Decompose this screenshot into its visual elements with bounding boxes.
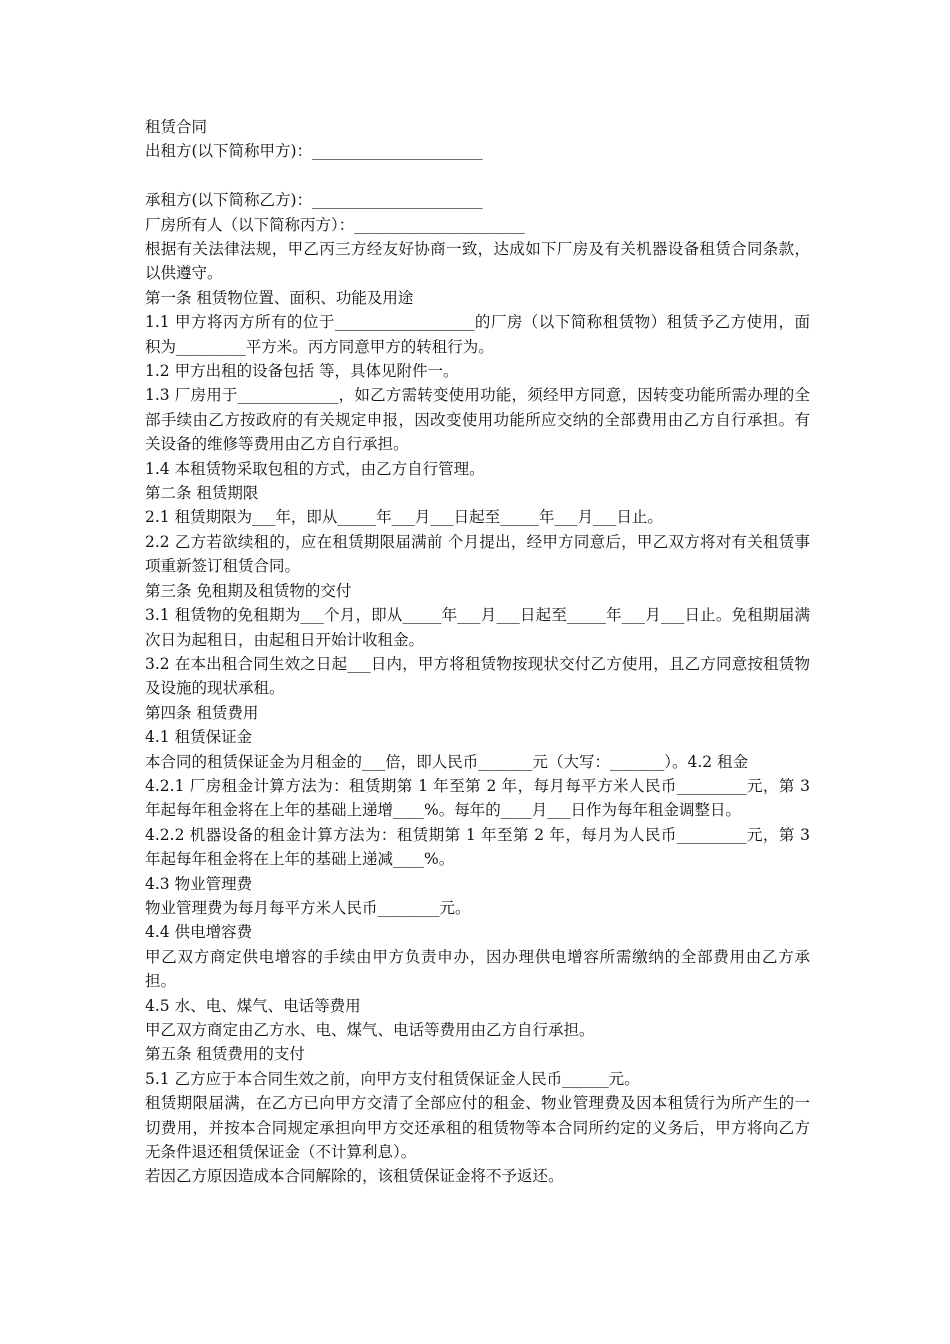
paragraph: 3.1 租赁物的免租期为___个月，即从_____年___月___日起至_____年___月___日止。免租期届满次日为起租日，由起租日开始计收租金。 bbox=[145, 606, 810, 649]
text-line: 承租方(以下简称乙方)：______________________ bbox=[145, 191, 483, 210]
text-line: 4.3 物业管理费 bbox=[145, 874, 253, 893]
paragraph: 根据有关法律法规，甲乙丙三方经友好协商一致，达成如下厂房及有关机器设备租赁合同条款，以供遵守。 bbox=[145, 240, 810, 283]
text-line: 厂房所有人（以下简称丙方）：______________________ bbox=[145, 215, 525, 234]
paragraph: 4.2.2 机器设备的租金计算方法为：租赁期第 1 年至第 2 年，每月为人民币_________元，第 3 年起每年租金将在上年的基础上递减____%。 bbox=[145, 825, 810, 869]
text-line: 甲乙双方商定由乙方水、电、煤气、电话等费用由乙方自行承担。 bbox=[145, 1021, 595, 1040]
text-line: 4.1 租赁保证金 bbox=[145, 728, 253, 747]
text-line: 1.4 本租赁物采取包租的方式，由乙方自行管理。 bbox=[145, 459, 485, 478]
text-line: 本合同的租赁保证金为月租金的___倍，即人民币_______元（大写：_______）。4.2 租金 bbox=[145, 752, 749, 771]
text-line: 第二条 租赁期限 bbox=[145, 484, 259, 503]
text-line: 1.2 甲方出租的设备包括 等，具体见附件一。 bbox=[145, 362, 459, 381]
text-line: 若因乙方原因造成本合同解除的，该租赁保证金将不予返还。 bbox=[145, 1167, 564, 1186]
text-line: 第三条 免租期及租赁物的交付 bbox=[145, 581, 352, 600]
paragraph: 2.2 乙方若欲续租的，应在租赁期限届满前 个月提出，经甲方同意后，甲乙双方将对有关租赁事项重新签订租赁合同。 bbox=[145, 532, 810, 576]
text-line: 第四条 租赁费用 bbox=[145, 703, 259, 722]
document-title: 租赁合同 bbox=[145, 118, 208, 136]
text-line: 4.5 水、电、煤气、电话等费用 bbox=[145, 996, 361, 1015]
text-line: 2.1 租赁期限为___年，即从_____年___月___日起至_____年___月___日止。 bbox=[145, 508, 663, 527]
text-line: 物业管理费为每月每平方米人民币________元。 bbox=[145, 898, 471, 917]
text-line: 出租方(以下简称甲方)：______________________ bbox=[145, 142, 483, 161]
text-line: 4.4 供电增容费 bbox=[145, 923, 253, 942]
text-line: 第一条 租赁物位置、面积、功能及用途 bbox=[145, 288, 414, 307]
paragraph: 租赁期限届满，在乙方已向甲方交清了全部应付的租金、物业管理费及因本租赁行为所产生的一切费用，并按本合同规定承担向甲方交还承租的租赁物等本合同所约定的义务后，甲方将向乙方无条件退还租赁保证金（不计算利息）。 bbox=[145, 1094, 810, 1162]
paragraph: 1.3 厂房用于_____________，如乙方需转变使用功能，须经甲方同意，因转变功能所需办理的全部手续由乙方按政府的有关规定申报，因改变使用功能所应交纳的全部费用由乙方自行承担。有关设备的维修等费用由乙方自行承担。 bbox=[145, 386, 810, 454]
contract-document bbox=[145, 115, 810, 1189]
paragraph: 1.1 甲方将丙方所有的位于__________________的厂房（以下简称租赁物）租赁予乙方使用，面积为_________平方米。丙方同意甲方的转租行为。 bbox=[145, 313, 810, 356]
text-line: 第五条 租赁费用的支付 bbox=[145, 1045, 305, 1064]
paragraph: 4.2.1 厂房租金计算方法为：租赁期第 1 年至第 2 年，每月每平方米人民币_________元，第 3 年起每年租金将在上年的基础上递增____%。每年的____月___日作为每年租金调整日。 bbox=[145, 776, 810, 820]
paragraph: 甲乙双方商定供电增容的手续由甲方负责申办，因办理供电增容所需缴纳的全部费用由乙方承担。 bbox=[145, 947, 810, 991]
paragraph: 3.2 在本出租合同生效之日起___日内，甲方将租赁物按现状交付乙方使用，且乙方同意按租赁物及设施的现状承租。 bbox=[145, 654, 810, 698]
text-line: 5.1 乙方应于本合同生效之前，向甲方支付租赁保证金人民币______元。 bbox=[145, 1069, 640, 1088]
blank-line bbox=[145, 164, 810, 188]
